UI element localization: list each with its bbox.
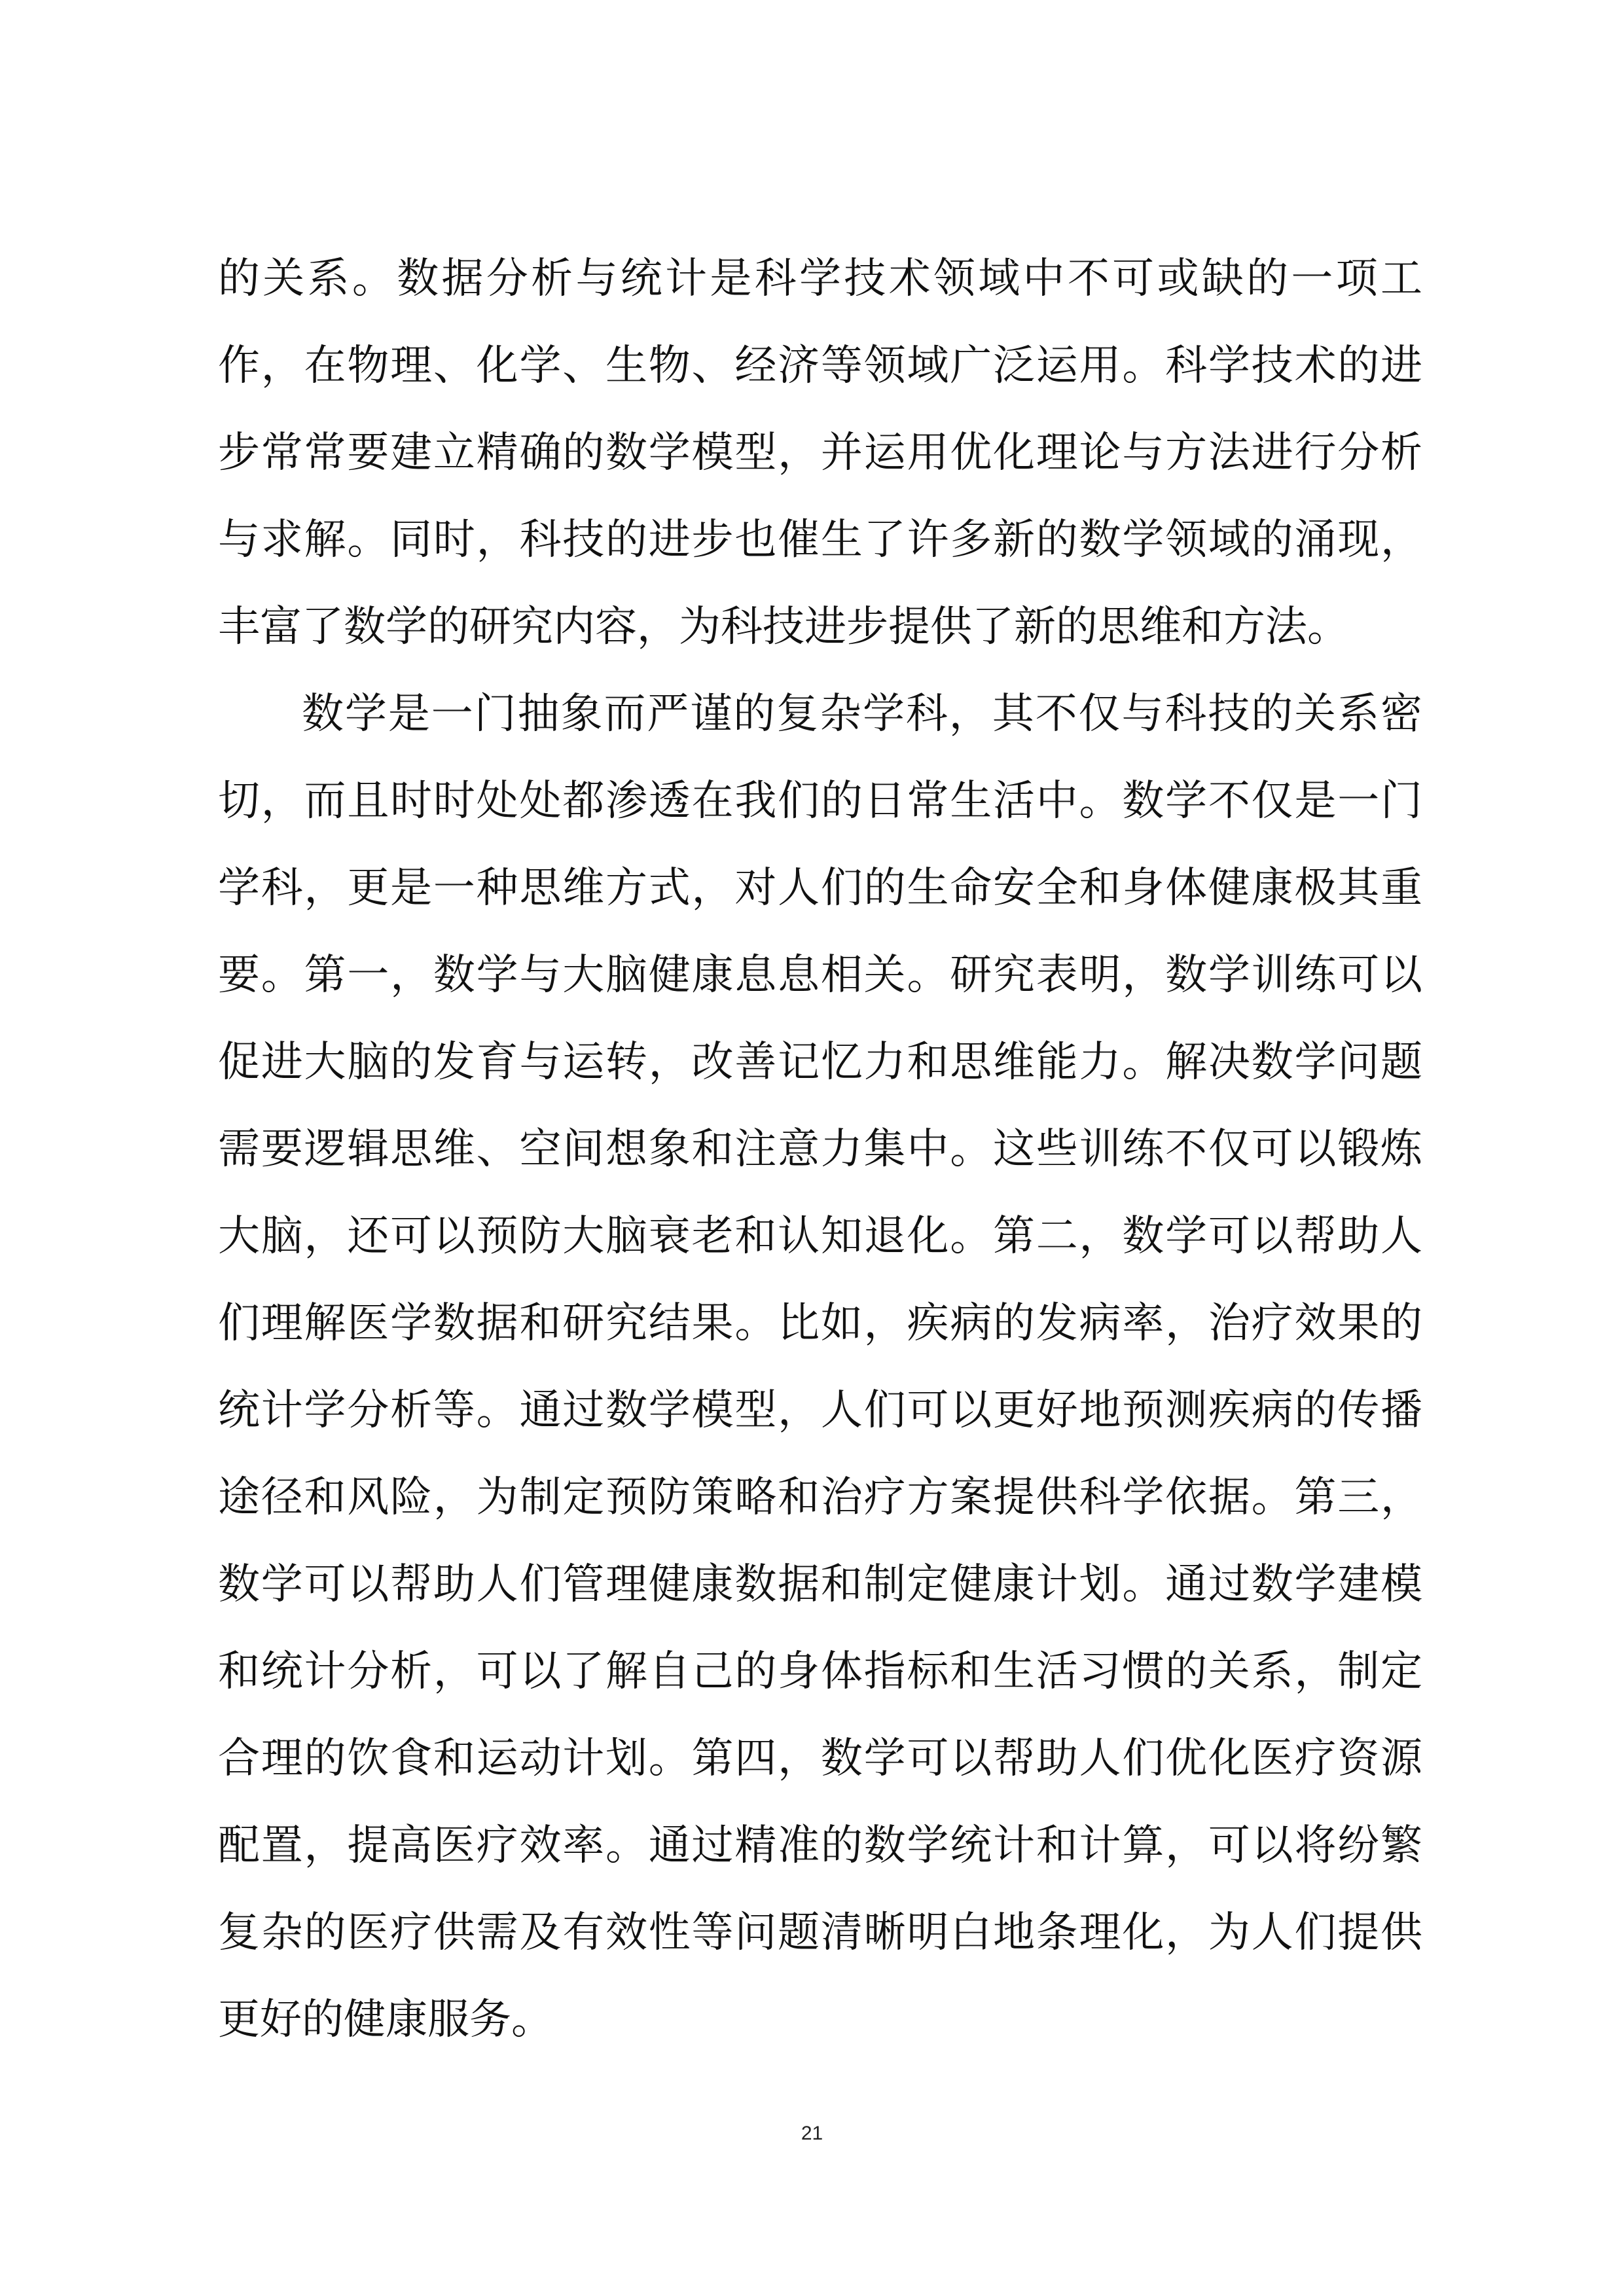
paragraph-2: 数学是一门抽象而严谨的复杂学科，其不仅与科技的关系密切，而且时时处处都渗透在我们的日常生活中。数学不仅是一门学科，更是一种思维方式，对人们的生命安全和身体健康极其重要。第一，数学与大脑健康息息相关。研究表明，数学训练可以促进大脑的发育与运转，改善记忆力和思维能力。解决数学问题需要逻辑思维、空间想象和注意力集中。这些训练不仅可以锻炼大脑，还可以预防大脑衰老和认知退化。第二，数学可以帮助人们理解医学数据和研究结果。比如，疾病的发病率，治疗效果的统计学分析等。通过数学模型，人们可以更好地预测疾病的传播途径和风险，为制定预防策略和治疗方案提供科学依据。第三，数学可以帮助人们管理健康数据和制定健康计划。通过数学建模和统计分析，可以了解自己的身体指标和生活习惯的关系，制定合理的饮食和运动计划。第四，数学可以帮助人们优化医疗资源配置，提高医疗效率。通过精准的数学统计和计算，可以将纷繁复杂的医疗供需及有效性等问题清晰明白地条理化，为人们提供更好的健康服务。 <box>218 690 1422 2044</box>
body-text <box>218 236 1422 2064</box>
paragraph-1: 的关系。数据分析与统计是科学技术领域中不可或缺的一项工作，在物理、化学、生物、经济等领域广泛运用。科学技术的进步常常要建立精确的数学模型，并运用优化理论与方法进行分析与求解。同时，科技的进步也催生了许多新的数学领域的涌现，丰富了数学的研究内容，为科技进步提供了新的思维和方法。 <box>218 255 1422 651</box>
page-number: 21 <box>801 2123 823 2144</box>
